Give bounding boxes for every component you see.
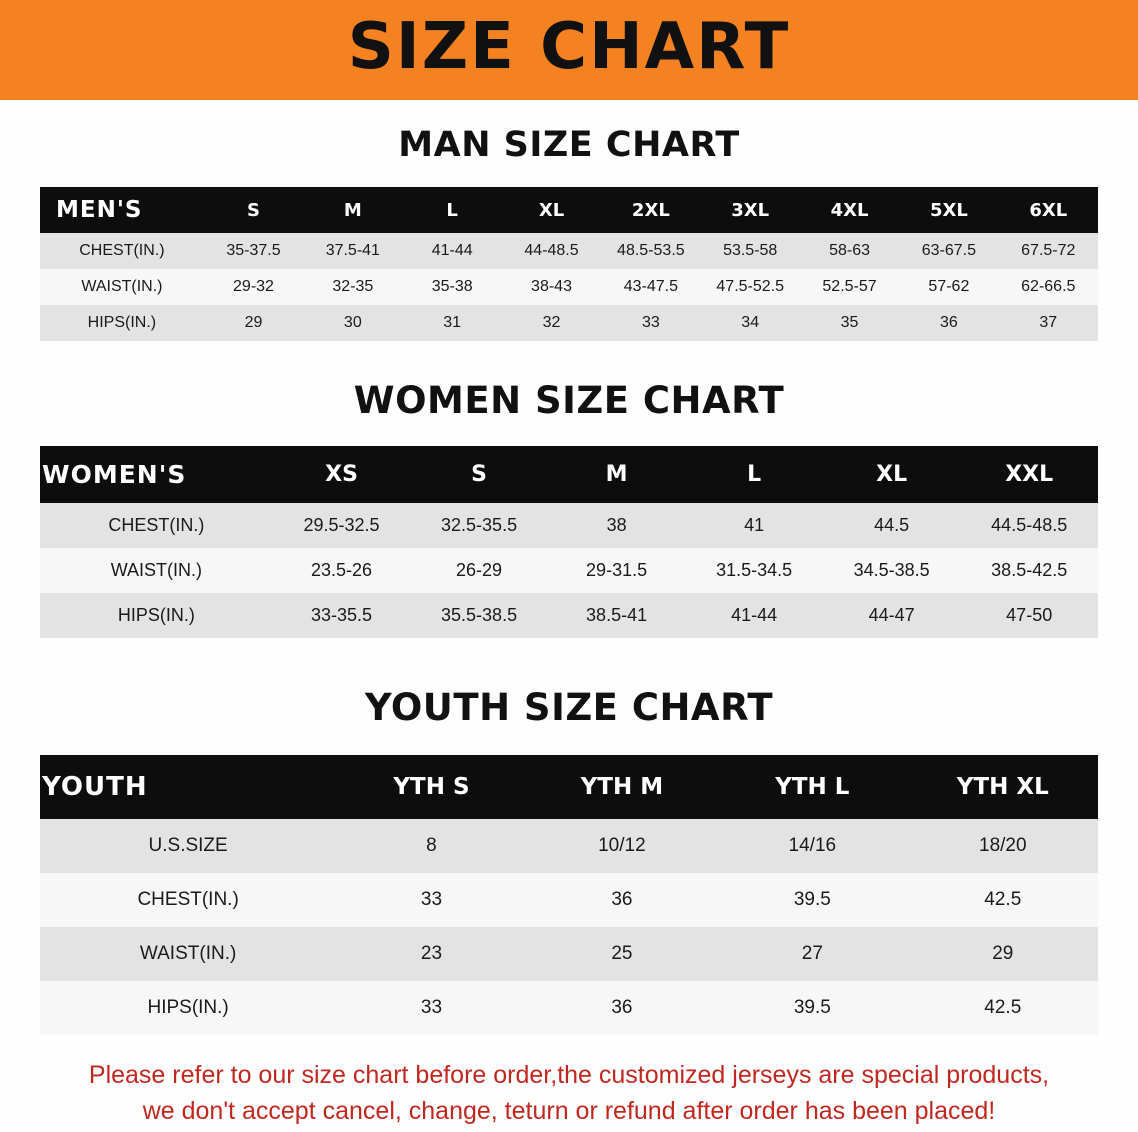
column-header: 3XL — [701, 187, 800, 233]
table-cell: 36 — [527, 873, 717, 927]
column-header: 4XL — [800, 187, 899, 233]
table-cell: 52.5-57 — [800, 269, 899, 305]
youth-size-table — [40, 755, 1098, 1035]
table-row — [40, 873, 1098, 927]
table-cell: 31.5-34.5 — [685, 548, 823, 593]
table-row — [40, 927, 1098, 981]
table-cell: 35 — [800, 305, 899, 341]
row-label: WAIST(IN.) — [40, 269, 204, 305]
table-cell: 33 — [601, 305, 700, 341]
women-section-heading: WOMEN SIZE CHART — [353, 379, 785, 422]
column-header: YTH XL — [908, 755, 1098, 819]
table-cell: 26-29 — [410, 548, 548, 593]
table-cell: 29-32 — [204, 269, 303, 305]
column-header: 6XL — [999, 187, 1098, 233]
row-label: CHEST(IN.) — [40, 873, 336, 927]
table-row — [40, 305, 1098, 341]
women-table-wrap — [0, 446, 1138, 638]
table-cell: 38.5-42.5 — [960, 548, 1098, 593]
column-header: XXL — [960, 446, 1098, 503]
table-cell: 32.5-35.5 — [410, 503, 548, 548]
table-header-row — [40, 187, 1098, 233]
disclaimer-line-1: Please refer to our size chart before order,the customized jerseys are special products, — [88, 1061, 1050, 1089]
table-cell: 53.5-58 — [701, 233, 800, 269]
table-cell: 23 — [336, 927, 526, 981]
disclaimer-note — [0, 1057, 1138, 1130]
table-cell: 34.5-38.5 — [823, 548, 961, 593]
table-cell: 33-35.5 — [273, 593, 411, 638]
table-cell: 33 — [336, 981, 526, 1035]
table-cell: 10/12 — [527, 819, 717, 873]
row-label: HIPS(IN.) — [40, 305, 204, 341]
table-cell: 44.5 — [823, 503, 961, 548]
table-cell: 34 — [701, 305, 800, 341]
column-header: XS — [273, 446, 411, 503]
table-cell: 44.5-48.5 — [960, 503, 1098, 548]
table-cell: 29 — [908, 927, 1098, 981]
row-label: U.S.SIZE — [40, 819, 336, 873]
table-cell: 58-63 — [800, 233, 899, 269]
table-cell: 35-37.5 — [204, 233, 303, 269]
table-cell: 47-50 — [960, 593, 1098, 638]
table-cell: 36 — [527, 981, 717, 1035]
table-cell: 31 — [403, 305, 502, 341]
table-row — [40, 233, 1098, 269]
table-cell: 41-44 — [685, 593, 823, 638]
table-cell: 25 — [527, 927, 717, 981]
table-row — [40, 593, 1098, 638]
table-cell: 38.5-41 — [548, 593, 686, 638]
table-cell: 44-48.5 — [502, 233, 601, 269]
row-label: HIPS(IN.) — [40, 593, 273, 638]
page-title: SIZE CHART — [347, 10, 791, 84]
table-cell: 38-43 — [502, 269, 601, 305]
table-cell: 57-62 — [899, 269, 998, 305]
table-cell: 39.5 — [717, 873, 907, 927]
row-label: WAIST(IN.) — [40, 927, 336, 981]
table-cell: 41 — [685, 503, 823, 548]
table-header-row — [40, 755, 1098, 819]
table-cell: 42.5 — [908, 873, 1098, 927]
table-cell: 29-31.5 — [548, 548, 686, 593]
table-cell: 43-47.5 — [601, 269, 700, 305]
column-header: 2XL — [601, 187, 700, 233]
table-cell: 63-67.5 — [899, 233, 998, 269]
table-row — [40, 548, 1098, 593]
table-row — [40, 503, 1098, 548]
youth-table-wrap — [0, 755, 1138, 1035]
table-cell: 14/16 — [717, 819, 907, 873]
table-cell: 35-38 — [403, 269, 502, 305]
table-cell: 23.5-26 — [273, 548, 411, 593]
column-header: S — [410, 446, 548, 503]
row-label: CHEST(IN.) — [40, 233, 204, 269]
column-header: XL — [823, 446, 961, 503]
table-cell: 33 — [336, 873, 526, 927]
column-header: XL — [502, 187, 601, 233]
table-cell: 41-44 — [403, 233, 502, 269]
disclaimer-line-2: we don't accept cancel, change, teturn or refund after order has been placed! — [142, 1097, 996, 1126]
table-cell: 37.5-41 — [303, 233, 402, 269]
youth-section-heading: YOUTH SIZE CHART — [364, 686, 774, 729]
table-row — [40, 981, 1098, 1035]
row-label: CHEST(IN.) — [40, 503, 273, 548]
column-header: WOMEN'S — [40, 446, 273, 503]
table-cell: 47.5-52.5 — [701, 269, 800, 305]
table-cell: 27 — [717, 927, 907, 981]
column-header: L — [403, 187, 502, 233]
table-cell: 30 — [303, 305, 402, 341]
man-table-wrap — [0, 187, 1138, 341]
column-header: MEN'S — [40, 187, 204, 233]
column-header: YTH M — [527, 755, 717, 819]
table-cell: 37 — [999, 305, 1098, 341]
column-header: M — [303, 187, 402, 233]
women-size-table — [40, 446, 1098, 638]
table-cell: 32 — [502, 305, 601, 341]
man-section-heading: MAN SIZE CHART — [398, 125, 740, 165]
table-header-row — [40, 446, 1098, 503]
table-cell: 38 — [548, 503, 686, 548]
table-cell: 42.5 — [908, 981, 1098, 1035]
row-label: HIPS(IN.) — [40, 981, 336, 1035]
man-size-table — [40, 187, 1098, 341]
column-header: YOUTH — [40, 755, 336, 819]
column-header: YTH L — [717, 755, 907, 819]
column-header: S — [204, 187, 303, 233]
page-banner — [0, 0, 1138, 100]
table-cell: 18/20 — [908, 819, 1098, 873]
table-cell: 44-47 — [823, 593, 961, 638]
table-row — [40, 269, 1098, 305]
row-label: WAIST(IN.) — [40, 548, 273, 593]
column-header: M — [548, 446, 686, 503]
table-cell: 29.5-32.5 — [273, 503, 411, 548]
table-cell: 8 — [336, 819, 526, 873]
table-cell: 29 — [204, 305, 303, 341]
table-cell: 62-66.5 — [999, 269, 1098, 305]
column-header: 5XL — [899, 187, 998, 233]
table-cell: 36 — [899, 305, 998, 341]
table-row — [40, 819, 1098, 873]
table-cell: 67.5-72 — [999, 233, 1098, 269]
table-cell: 35.5-38.5 — [410, 593, 548, 638]
table-cell: 48.5-53.5 — [601, 233, 700, 269]
table-cell: 39.5 — [717, 981, 907, 1035]
column-header: YTH S — [336, 755, 526, 819]
table-cell: 32-35 — [303, 269, 402, 305]
column-header: L — [685, 446, 823, 503]
